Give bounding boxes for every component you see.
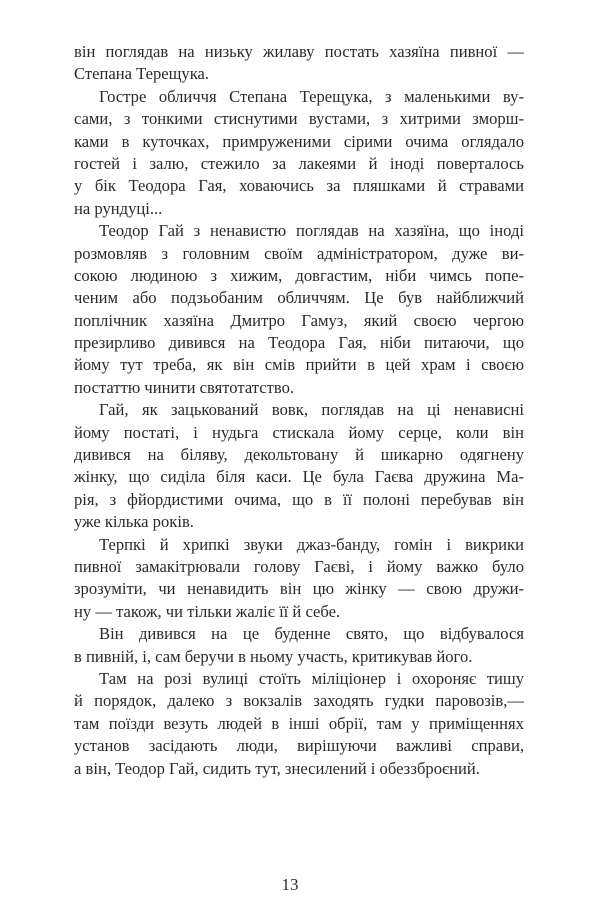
text-line: в пивній, і, сам беручи в ньому участь, критикував його. xyxy=(74,646,473,666)
text-line: уже кілька років. xyxy=(74,512,194,532)
text-line: він поглядав на низьку жилаву постать хазяїна пивної — xyxy=(74,42,524,61)
text-line: Степана Терещука. xyxy=(74,64,210,84)
paragraph xyxy=(74,41,524,86)
text-line: жінку, що сиділа біля каси. Це була Гаєва дружина Ма- xyxy=(74,467,524,487)
text-line: на рундуці... xyxy=(74,198,163,218)
text-line: ну — також, чи тільки жаліє її й себе. xyxy=(74,601,341,621)
paragraph xyxy=(74,668,524,780)
text-line: презирливо дивився на Теодора Гая, ніби питаючи, що xyxy=(74,333,524,353)
text-line: поплічник хазяїна Дмитро Гамуз, який своєю чергою xyxy=(74,310,524,330)
text-line: пивної замакітрювали голову Гаєві, і йому важко було xyxy=(74,556,524,576)
paragraph xyxy=(74,399,524,533)
page-number: 13 xyxy=(281,875,299,894)
text-line: Там на розі вулиці стоїть міліціонер і охороняє тишу xyxy=(99,668,524,688)
text-line: ченим або подзьобаним обличчям. Це був найближчий xyxy=(74,288,524,308)
text-line: ками в куточках, примруженими сірими очима оглядало xyxy=(74,131,524,151)
text-line: Терпкі й хрипкі звуки джаз-банду, гомін і викрики xyxy=(99,534,524,554)
text-line: установ засідають люди, вирішуючи важливі справи, xyxy=(74,736,524,756)
text-line: постаттю чинити святотатство. xyxy=(74,377,295,397)
text-line: сами, з тонкими стиснутими вустами, з хитрими зморш- xyxy=(74,109,524,129)
text-line: йому постаті, і нудьга стискала йому серце, коли він xyxy=(74,422,524,442)
paragraph xyxy=(74,86,524,220)
text-line: зрозуміти, чи ненавидить він цю жінку — свою дружи- xyxy=(74,579,524,599)
text-line: а він, Теодор Гай, сидить тут, знесилений і обеззброєний. xyxy=(74,758,480,778)
text-line: йому тут треба, як він смів прийти в цей храм і своєю xyxy=(74,355,524,375)
text-line: сокою людиною з хижим, довгастим, ніби чимсь попе- xyxy=(74,265,524,285)
paragraph xyxy=(74,623,524,668)
text-line: рія, з фйордистими очима, що в її полоні перебував він xyxy=(74,489,524,509)
paragraph xyxy=(74,220,524,399)
text-line: у бік Теодора Гая, ховаючись за пляшками й стравами xyxy=(74,176,524,196)
text-line: й порядок, далеко з вокзалів заходять гудки паровозів,— xyxy=(74,691,524,711)
text-line: Гостре обличчя Степана Терещука, з маленькими ву- xyxy=(99,86,524,106)
text-line: Гай, як зацькований вовк, поглядав на ці ненависні xyxy=(99,400,524,420)
paragraph xyxy=(74,534,524,624)
text-line: дивився на біляву, декольтовану й шикарно одягнену xyxy=(74,445,524,465)
book-page-text xyxy=(74,41,524,780)
text-line: гостей і залю, стежило за лакеями й іноді поверталось xyxy=(74,153,524,173)
text-line: Він дивився на це буденне свято, що відбувалося xyxy=(99,624,524,644)
text-line: Теодор Гай з ненавистю поглядав на хазяїна, що іноді xyxy=(99,221,524,241)
text-line: там поїзди везуть людей в інші обрії, там у приміщеннях xyxy=(74,713,524,733)
text-line: розмовляв з головним своїм адміністратором, дуже ви- xyxy=(74,243,524,263)
